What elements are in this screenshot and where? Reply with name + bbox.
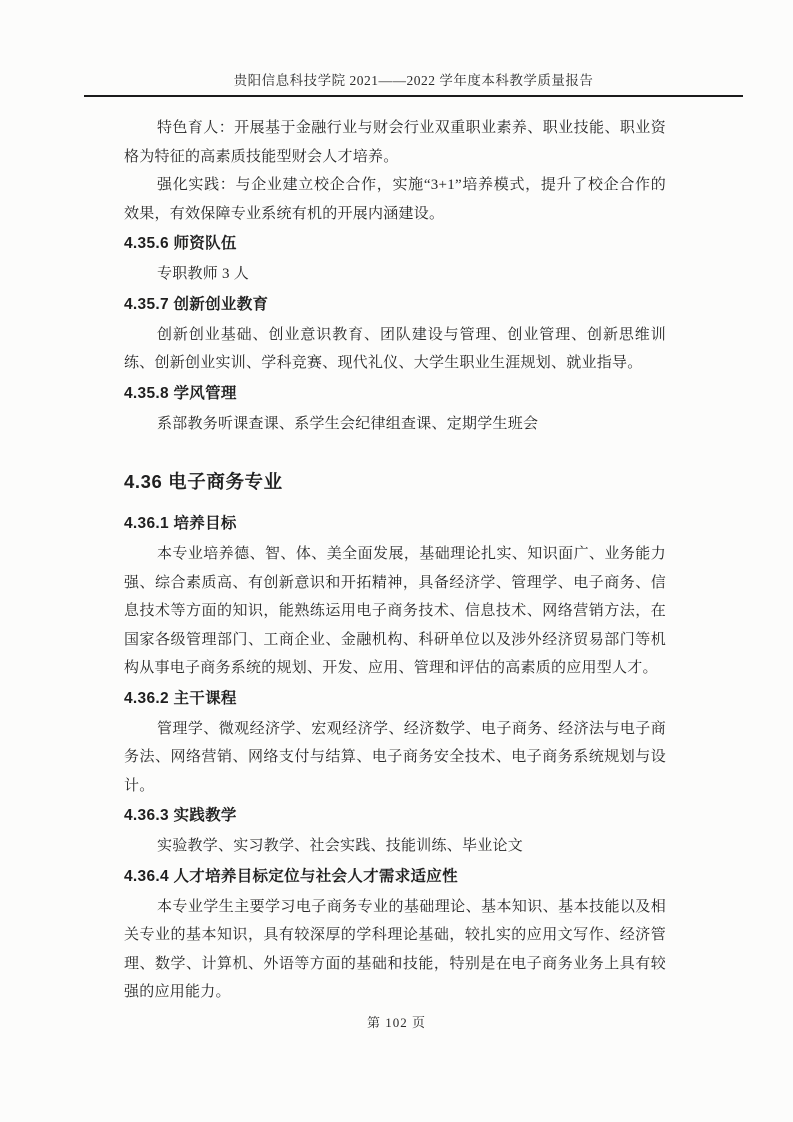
heading-4-36-1-training-objectives: 4.36.1 培养目标	[124, 515, 237, 532]
heading-4-35-6-faculty: 4.35.6 师资队伍	[124, 235, 237, 252]
paragraph-strengthen-practice: 强化实践：与企业建立校企合作，实施“3+1”培养模式，提升了校企合作的效果，有效保障专业系统有机的开展内涵建设。	[124, 177, 666, 222]
document-body	[124, 114, 666, 1007]
paragraph-core-courses: 管理学、微观经济学、宏观经济学、经济数学、电子商务、经济法与电子商务法、网络营销、网络支付与结算、电子商务安全技术、电子商务系统规划与设计。	[124, 720, 666, 794]
heading-4-36-2-core-courses: 4.36.2 主干课程	[124, 689, 237, 707]
paragraph-innovation-courses: 创新创业基础、创业意识教育、团队建设与管理、创业管理、创新思维训练、创新创业实训、学科竞赛、现代礼仪、大学生职业生涯规划、就业指导。	[124, 326, 666, 371]
paragraph-practical-teaching: 实验教学、实习教学、社会实践、技能训练、毕业论文	[157, 838, 524, 854]
heading-4-36-3-practical-teaching: 4.36.3 实践教学	[124, 807, 237, 824]
paragraph-training-objectives: 本专业培养德、智、体、美全面发展，基础理论扎实、知识面广、业务能力强、综合素质高、有创新意识和开拓精神，具备经济学、管理学、电子商务、信息技术等方面的知识，能熟练运用电子商务技术、信息技术、网络营销方法，在国家各级管理部门、工商企业、金融机构、科研单位以及涉外经济贸易部门等机构从事电子商务系统的规划、开发、应用、管理和评估的高素质的应用型人才。	[124, 546, 666, 676]
paragraph-talent-demand-fit: 本专业学生主要学习电子商务专业的基础理论、基本知识、基本技能以及相关专业的基本知识，具有较深厚的学科理论基础，较扎实的应用文写作、经济管理、数学、计算机、外语等方面的基础和技能，特别是在电子商务业务上具有较强的应用能力。	[124, 898, 666, 1000]
page-number: 第 102 页	[366, 1015, 426, 1030]
heading-4-35-7-innovation-education: 4.35.7 创新创业教育	[124, 295, 269, 313]
paragraph-study-style-measures: 系部教务听课查课、系学生会纪律组查课、定期学生班会	[157, 415, 539, 432]
heading-4-36-4-talent-demand-fit: 4.36.4 人才培养目标定位与社会人才需求适应性	[124, 867, 458, 885]
paragraph-faculty-count: 专职教师 3 人	[157, 266, 250, 282]
heading-4-35-8-study-style: 4.35.8 学风管理	[124, 384, 237, 402]
page-header	[84, 69, 743, 97]
report-title: 贵阳信息科技学院 2021——2022 学年度本科教学质量报告	[233, 73, 594, 88]
page-footer	[0, 1012, 793, 1031]
heading-4-36-ecommerce-major: 4.36 电子商务专业	[124, 471, 283, 492]
paragraph-characteristic-education: 特色育人：开展基于金融行业与财会行业双重职业素养、职业技能、职业资格为特征的高素质技能型财会人才培养。	[124, 120, 666, 165]
